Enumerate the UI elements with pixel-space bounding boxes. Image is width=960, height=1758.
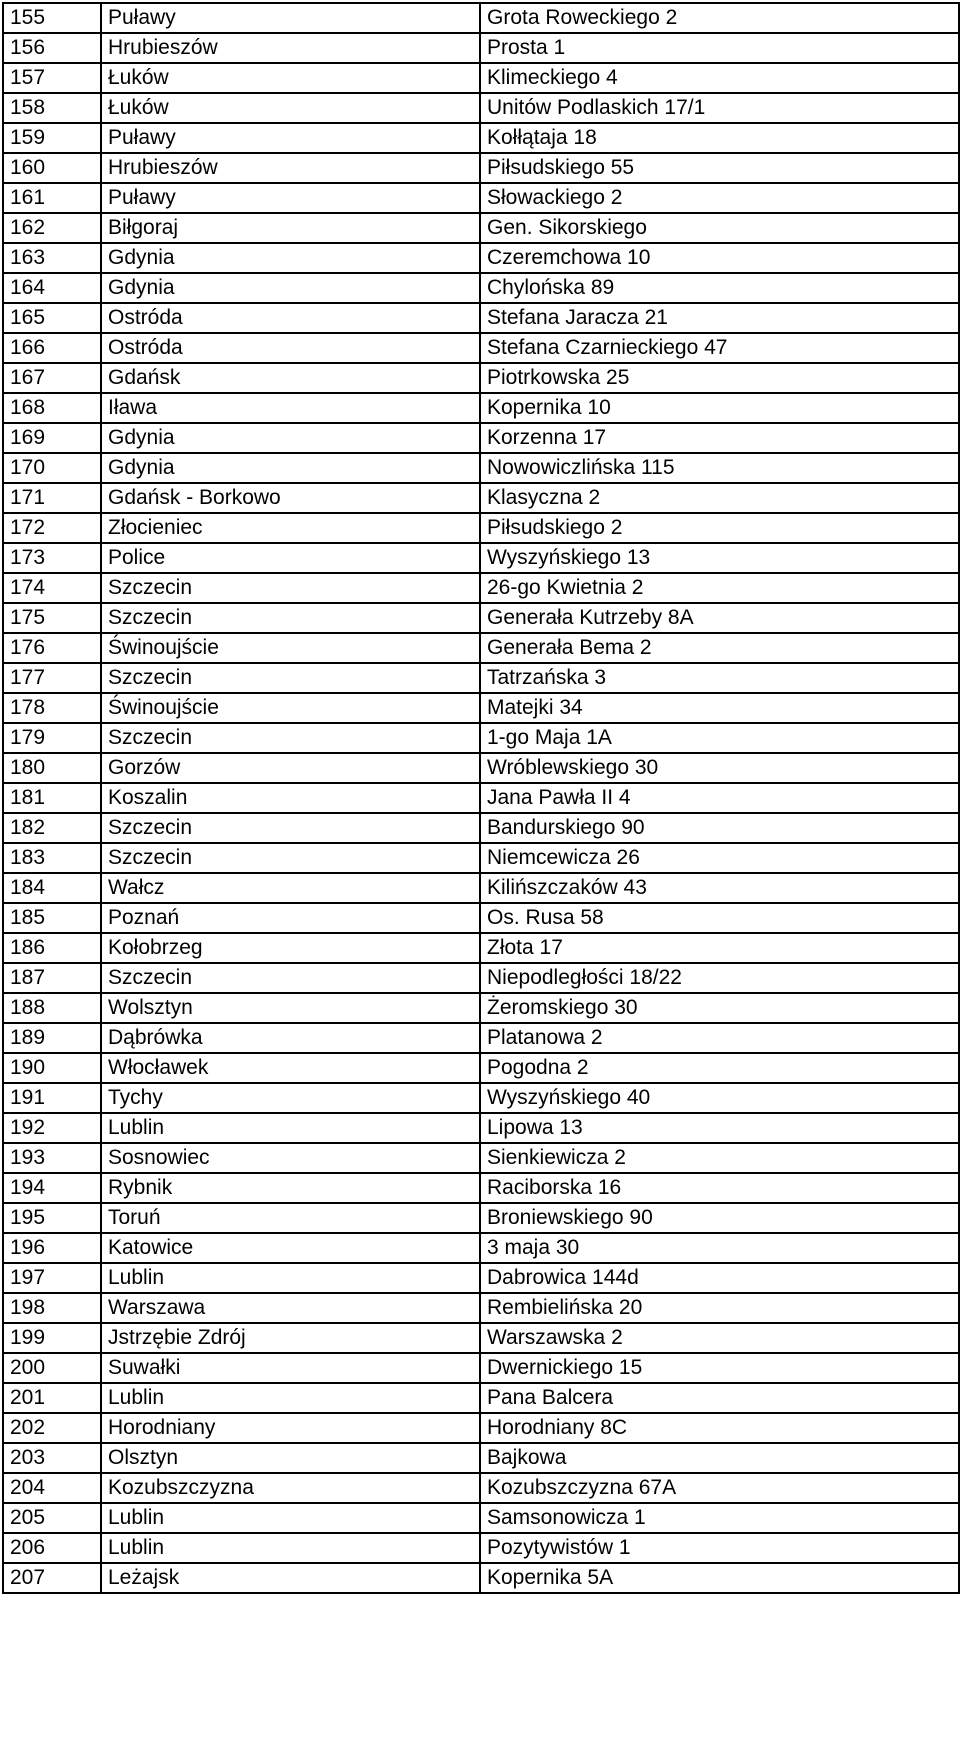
- city-cell: Świnoujście: [101, 693, 480, 723]
- street-address-cell: Wyszyńskiego 13: [480, 543, 959, 573]
- city-cell: Lublin: [101, 1113, 480, 1143]
- table-row: [3, 1563, 959, 1593]
- city-cell: Gdańsk - Borkowo: [101, 483, 480, 513]
- table-row: [3, 1413, 959, 1443]
- table-row: [3, 1083, 959, 1113]
- row-number-cell: 166: [3, 333, 101, 363]
- row-number-cell: 160: [3, 153, 101, 183]
- street-address-cell: 3 maja 30: [480, 1233, 959, 1263]
- row-number-cell: 196: [3, 1233, 101, 1263]
- street-address-cell: Dabrowica 144d: [480, 1263, 959, 1293]
- street-address-cell: Samsonowicza 1: [480, 1503, 959, 1533]
- table-row: [3, 723, 959, 753]
- city-cell: Dąbrówka: [101, 1023, 480, 1053]
- row-number-cell: 192: [3, 1113, 101, 1143]
- street-address-cell: Generała Bema 2: [480, 633, 959, 663]
- row-number-cell: 203: [3, 1443, 101, 1473]
- table-row: [3, 1053, 959, 1083]
- row-number-cell: 205: [3, 1503, 101, 1533]
- table-row: [3, 123, 959, 153]
- street-address-cell: Sienkiewicza 2: [480, 1143, 959, 1173]
- city-cell: Szczecin: [101, 843, 480, 873]
- row-number-cell: 184: [3, 873, 101, 903]
- city-cell: Toruń: [101, 1203, 480, 1233]
- row-number-cell: 180: [3, 753, 101, 783]
- address-table: [2, 2, 960, 1594]
- table-row: [3, 363, 959, 393]
- city-cell: Lublin: [101, 1263, 480, 1293]
- row-number-cell: 188: [3, 993, 101, 1023]
- city-cell: Kozubszczyzna: [101, 1473, 480, 1503]
- city-cell: Ostróda: [101, 303, 480, 333]
- row-number-cell: 155: [3, 3, 101, 33]
- street-address-cell: Platanowa 2: [480, 1023, 959, 1053]
- city-cell: Horodniany: [101, 1413, 480, 1443]
- row-number-cell: 162: [3, 213, 101, 243]
- street-address-cell: Horodniany 8C: [480, 1413, 959, 1443]
- table-row: [3, 303, 959, 333]
- street-address-cell: Nowowiczlińska 115: [480, 453, 959, 483]
- street-address-cell: Chylońska 89: [480, 273, 959, 303]
- row-number-cell: 195: [3, 1203, 101, 1233]
- row-number-cell: 178: [3, 693, 101, 723]
- row-number-cell: 187: [3, 963, 101, 993]
- city-cell: Sosnowiec: [101, 1143, 480, 1173]
- street-address-cell: Złota 17: [480, 933, 959, 963]
- row-number-cell: 157: [3, 63, 101, 93]
- city-cell: Łuków: [101, 93, 480, 123]
- city-cell: Koszalin: [101, 783, 480, 813]
- row-number-cell: 177: [3, 663, 101, 693]
- table-row: [3, 213, 959, 243]
- table-row: [3, 1113, 959, 1143]
- street-address-cell: Kopernika 5A: [480, 1563, 959, 1593]
- street-address-cell: Gen. Sikorskiego: [480, 213, 959, 243]
- city-cell: Gdynia: [101, 273, 480, 303]
- street-address-cell: Słowackiego 2: [480, 183, 959, 213]
- city-cell: Gorzów: [101, 753, 480, 783]
- city-cell: Warszawa: [101, 1293, 480, 1323]
- table-row: [3, 1263, 959, 1293]
- row-number-cell: 202: [3, 1413, 101, 1443]
- row-number-cell: 163: [3, 243, 101, 273]
- street-address-cell: Pozytywistów 1: [480, 1533, 959, 1563]
- row-number-cell: 156: [3, 33, 101, 63]
- city-cell: Puławy: [101, 3, 480, 33]
- table-row: [3, 1443, 959, 1473]
- city-cell: Szczecin: [101, 603, 480, 633]
- city-cell: Police: [101, 543, 480, 573]
- table-row: [3, 663, 959, 693]
- table-row: [3, 1503, 959, 1533]
- row-number-cell: 169: [3, 423, 101, 453]
- street-address-cell: Kopernika 10: [480, 393, 959, 423]
- table-row: [3, 273, 959, 303]
- street-address-cell: Bajkowa: [480, 1443, 959, 1473]
- city-cell: Wolsztyn: [101, 993, 480, 1023]
- street-address-cell: Piotrkowska 25: [480, 363, 959, 393]
- city-cell: Szczecin: [101, 573, 480, 603]
- street-address-cell: Matejki 34: [480, 693, 959, 723]
- row-number-cell: 172: [3, 513, 101, 543]
- row-number-cell: 168: [3, 393, 101, 423]
- row-number-cell: 206: [3, 1533, 101, 1563]
- table-row: [3, 63, 959, 93]
- row-number-cell: 207: [3, 1563, 101, 1593]
- row-number-cell: 182: [3, 813, 101, 843]
- street-address-cell: Grota Roweckiego 2: [480, 3, 959, 33]
- table-row: [3, 1293, 959, 1323]
- table-row: [3, 933, 959, 963]
- street-address-cell: Korzenna 17: [480, 423, 959, 453]
- street-address-cell: Piłsudskiego 2: [480, 513, 959, 543]
- address-table-body: [3, 3, 959, 1593]
- city-cell: Hrubieszów: [101, 33, 480, 63]
- table-row: [3, 243, 959, 273]
- city-cell: Biłgoraj: [101, 213, 480, 243]
- city-cell: Ostróda: [101, 333, 480, 363]
- city-cell: Suwałki: [101, 1353, 480, 1383]
- city-cell: Poznań: [101, 903, 480, 933]
- table-row: [3, 963, 959, 993]
- street-address-cell: Rembielińska 20: [480, 1293, 959, 1323]
- table-row: [3, 693, 959, 723]
- city-cell: Katowice: [101, 1233, 480, 1263]
- table-row: [3, 483, 959, 513]
- table-row: [3, 1233, 959, 1263]
- row-number-cell: 183: [3, 843, 101, 873]
- city-cell: Olsztyn: [101, 1443, 480, 1473]
- table-row: [3, 573, 959, 603]
- row-number-cell: 186: [3, 933, 101, 963]
- table-row: [3, 1203, 959, 1233]
- table-row: [3, 513, 959, 543]
- table-row: [3, 3, 959, 33]
- street-address-cell: Pana Balcera: [480, 1383, 959, 1413]
- row-number-cell: 174: [3, 573, 101, 603]
- city-cell: Szczecin: [101, 813, 480, 843]
- city-cell: Jstrzębie Zdrój: [101, 1323, 480, 1353]
- row-number-cell: 175: [3, 603, 101, 633]
- city-cell: Puławy: [101, 183, 480, 213]
- street-address-cell: Warszawska 2: [480, 1323, 959, 1353]
- city-cell: Puławy: [101, 123, 480, 153]
- table-row: [3, 153, 959, 183]
- row-number-cell: 181: [3, 783, 101, 813]
- row-number-cell: 204: [3, 1473, 101, 1503]
- city-cell: Szczecin: [101, 663, 480, 693]
- street-address-cell: Wróblewskiego 30: [480, 753, 959, 783]
- city-cell: Wałcz: [101, 873, 480, 903]
- row-number-cell: 161: [3, 183, 101, 213]
- row-number-cell: 171: [3, 483, 101, 513]
- street-address-cell: Prosta 1: [480, 33, 959, 63]
- city-cell: Gdynia: [101, 453, 480, 483]
- row-number-cell: 164: [3, 273, 101, 303]
- city-cell: Gdańsk: [101, 363, 480, 393]
- street-address-cell: Kilińszczaków 43: [480, 873, 959, 903]
- city-cell: Lublin: [101, 1383, 480, 1413]
- street-address-cell: Niepodległości 18/22: [480, 963, 959, 993]
- street-address-cell: Pogodna 2: [480, 1053, 959, 1083]
- row-number-cell: 191: [3, 1083, 101, 1113]
- table-row: [3, 33, 959, 63]
- table-row: [3, 393, 959, 423]
- table-row: [3, 873, 959, 903]
- street-address-cell: Dwernickiego 15: [480, 1353, 959, 1383]
- table-row: [3, 813, 959, 843]
- street-address-cell: Piłsudskiego 55: [480, 153, 959, 183]
- row-number-cell: 194: [3, 1173, 101, 1203]
- row-number-cell: 165: [3, 303, 101, 333]
- row-number-cell: 173: [3, 543, 101, 573]
- street-address-cell: 26-go Kwietnia 2: [480, 573, 959, 603]
- table-row: [3, 633, 959, 663]
- street-address-cell: 1-go Maja 1A: [480, 723, 959, 753]
- city-cell: Szczecin: [101, 963, 480, 993]
- row-number-cell: 198: [3, 1293, 101, 1323]
- street-address-cell: Kołłątaja 18: [480, 123, 959, 153]
- street-address-cell: Wyszyńskiego 40: [480, 1083, 959, 1113]
- street-address-cell: Czeremchowa 10: [480, 243, 959, 273]
- table-row: [3, 753, 959, 783]
- row-number-cell: 200: [3, 1353, 101, 1383]
- row-number-cell: 189: [3, 1023, 101, 1053]
- city-cell: Lublin: [101, 1503, 480, 1533]
- street-address-cell: Broniewskiego 90: [480, 1203, 959, 1233]
- street-address-cell: Klasyczna 2: [480, 483, 959, 513]
- table-row: [3, 1323, 959, 1353]
- row-number-cell: 185: [3, 903, 101, 933]
- street-address-cell: Generała Kutrzeby 8A: [480, 603, 959, 633]
- street-address-cell: Raciborska 16: [480, 1173, 959, 1203]
- row-number-cell: 190: [3, 1053, 101, 1083]
- street-address-cell: Kozubszczyzna 67A: [480, 1473, 959, 1503]
- row-number-cell: 159: [3, 123, 101, 153]
- table-row: [3, 1023, 959, 1053]
- table-row: [3, 1353, 959, 1383]
- row-number-cell: 176: [3, 633, 101, 663]
- city-cell: Łuków: [101, 63, 480, 93]
- table-row: [3, 1473, 959, 1503]
- row-number-cell: 170: [3, 453, 101, 483]
- city-cell: Lublin: [101, 1533, 480, 1563]
- city-cell: Gdynia: [101, 243, 480, 273]
- street-address-cell: Tatrzańska 3: [480, 663, 959, 693]
- table-row: [3, 993, 959, 1023]
- city-cell: Hrubieszów: [101, 153, 480, 183]
- street-address-cell: Stefana Czarnieckiego 47: [480, 333, 959, 363]
- table-row: [3, 1143, 959, 1173]
- table-row: [3, 1533, 959, 1563]
- row-number-cell: 179: [3, 723, 101, 753]
- table-row: [3, 543, 959, 573]
- street-address-cell: Niemcewicza 26: [480, 843, 959, 873]
- street-address-cell: Żeromskiego 30: [480, 993, 959, 1023]
- city-cell: Złocieniec: [101, 513, 480, 543]
- table-row: [3, 333, 959, 363]
- row-number-cell: 167: [3, 363, 101, 393]
- street-address-cell: Unitów Podlaskich 17/1: [480, 93, 959, 123]
- city-cell: Świnoujście: [101, 633, 480, 663]
- table-row: [3, 93, 959, 123]
- city-cell: Iława: [101, 393, 480, 423]
- table-row: [3, 783, 959, 813]
- table-row: [3, 453, 959, 483]
- city-cell: Rybnik: [101, 1173, 480, 1203]
- street-address-cell: Jana Pawła II 4: [480, 783, 959, 813]
- row-number-cell: 158: [3, 93, 101, 123]
- city-cell: Leżajsk: [101, 1563, 480, 1593]
- table-row: [3, 903, 959, 933]
- row-number-cell: 197: [3, 1263, 101, 1293]
- table-row: [3, 183, 959, 213]
- row-number-cell: 199: [3, 1323, 101, 1353]
- row-number-cell: 201: [3, 1383, 101, 1413]
- street-address-cell: Stefana Jaracza 21: [480, 303, 959, 333]
- row-number-cell: 193: [3, 1143, 101, 1173]
- street-address-cell: Bandurskiego 90: [480, 813, 959, 843]
- city-cell: Włocławek: [101, 1053, 480, 1083]
- table-row: [3, 1383, 959, 1413]
- table-row: [3, 843, 959, 873]
- city-cell: Gdynia: [101, 423, 480, 453]
- street-address-cell: Lipowa 13: [480, 1113, 959, 1143]
- table-row: [3, 1173, 959, 1203]
- city-cell: Kołobrzeg: [101, 933, 480, 963]
- table-row: [3, 423, 959, 453]
- street-address-cell: Klimeckiego 4: [480, 63, 959, 93]
- street-address-cell: Os. Rusa 58: [480, 903, 959, 933]
- city-cell: Tychy: [101, 1083, 480, 1113]
- table-row: [3, 603, 959, 633]
- city-cell: Szczecin: [101, 723, 480, 753]
